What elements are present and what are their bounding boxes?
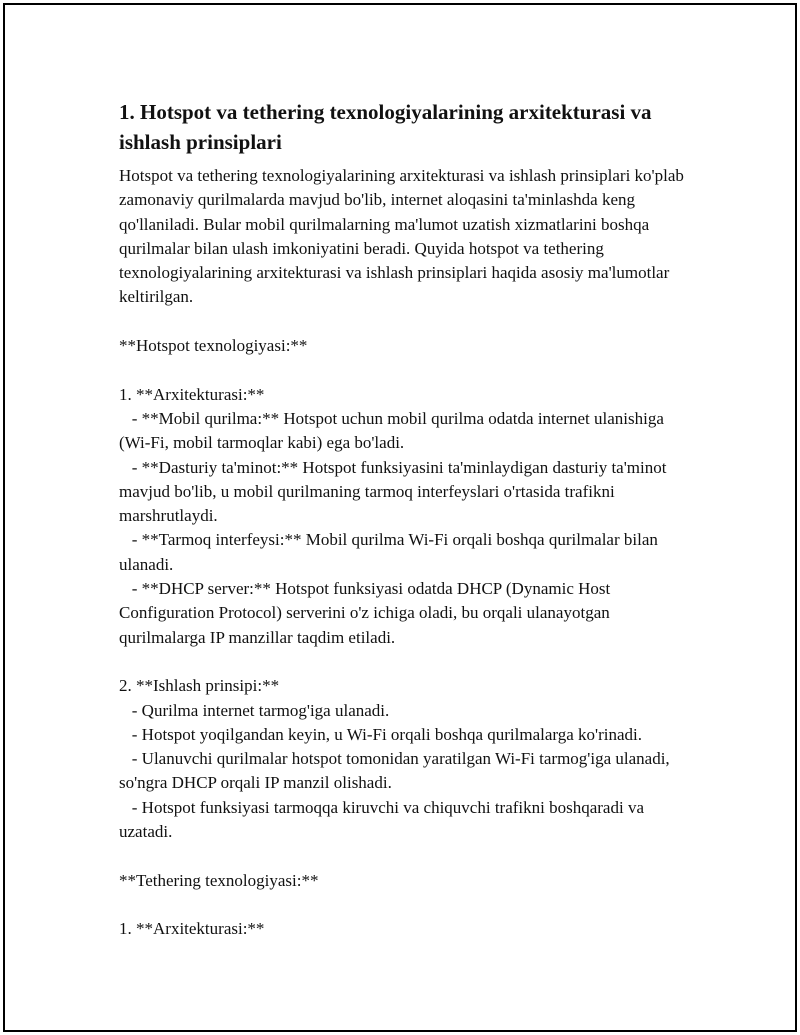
spacer: [119, 358, 699, 382]
spacer: [119, 893, 699, 917]
list-item: - **DHCP server:** Hotspot funksiyasi odatda DHCP (Dynamic Host Configuration Protocol) serverini o'z ichiga oladi, bu orqali ulanayotgan qurilmalarga IP manzillar taqdim etiladi.: [119, 579, 615, 647]
list-item: - **Mobil qurilma:** Hotspot uchun mobil qurilma odatda internet ulanishiga (Wi-Fi, mobil tarmoqlar kabi) ega bo'ladi.: [119, 408, 669, 453]
list-item: - Hotspot funksiyasi tarmoqqa kiruvchi va chiquvchi trafikni boshqaradi va uzatadi.: [119, 797, 649, 842]
document-page: [3, 3, 797, 1032]
list-item: - Qurilma internet tarmog'iga ulanadi.: [119, 700, 390, 720]
hotspot-arch-title: 1. **Arxitekturasi:**: [119, 384, 265, 404]
document-content: [119, 97, 699, 942]
list-item: - Ulanuvchi qurilmalar hotspot tomonidan yaratilgan Wi-Fi tarmog'iga ulanadi, so'ngra DHCP orqali IP manzil olishadi.: [119, 749, 674, 793]
list-item: - **Dasturiy ta'minot:** Hotspot funksiyasini ta'minlaydigan dasturiy ta'minot mavjud bo'lib, u mobil qurilmaning tarmoq interfeyslari o'rtasida trafikni marshrutlaydi.: [119, 457, 671, 526]
spacer: [119, 844, 699, 868]
tethering-section-title: **Tethering texnologiyasi:**: [119, 870, 319, 890]
list-item: - Hotspot yoqilgandan keyin, u Wi-Fi orqali boshqa qurilmalarga ko'rinadi.: [119, 724, 642, 744]
hotspot-section-title: **Hotspot texnologiyasi:**: [119, 336, 308, 356]
intro-paragraph: Hotspot va tethering texnologiyalarining arxitekturasi va ishlash prinsiplari ko'plab zamonaviy qurilmalarda mavjud bo'lib, internet aloqasini ta'minlashda keng qo'llaniladi. Bular mobil qurilmalarning ma'lumot uzatish xizmatlarini boshqa qurilmalar bilan ulash imkoniyatini beradi. Quyida hotspot va tethering texnologiyalarining arxitekturasi va ishlash prinsiplari haqida asosiy ma'lumotlar keltirilgan.: [119, 166, 684, 307]
list-item: - **Tarmoq interfeysi:** Mobil qurilma Wi-Fi orqali boshqa qurilmalar bilan ulanadi.: [119, 530, 663, 574]
spacer: [119, 650, 699, 674]
spacer: [119, 310, 699, 334]
tethering-arch-title: 1. **Arxitekturasi:**: [119, 919, 265, 939]
hotspot-work-title: 2. **Ishlash prinsipi:**: [119, 676, 280, 696]
section-heading: 1. Hotspot va tethering texnologiyalarining arxitekturasi va ishlash prinsiplari: [119, 100, 652, 154]
